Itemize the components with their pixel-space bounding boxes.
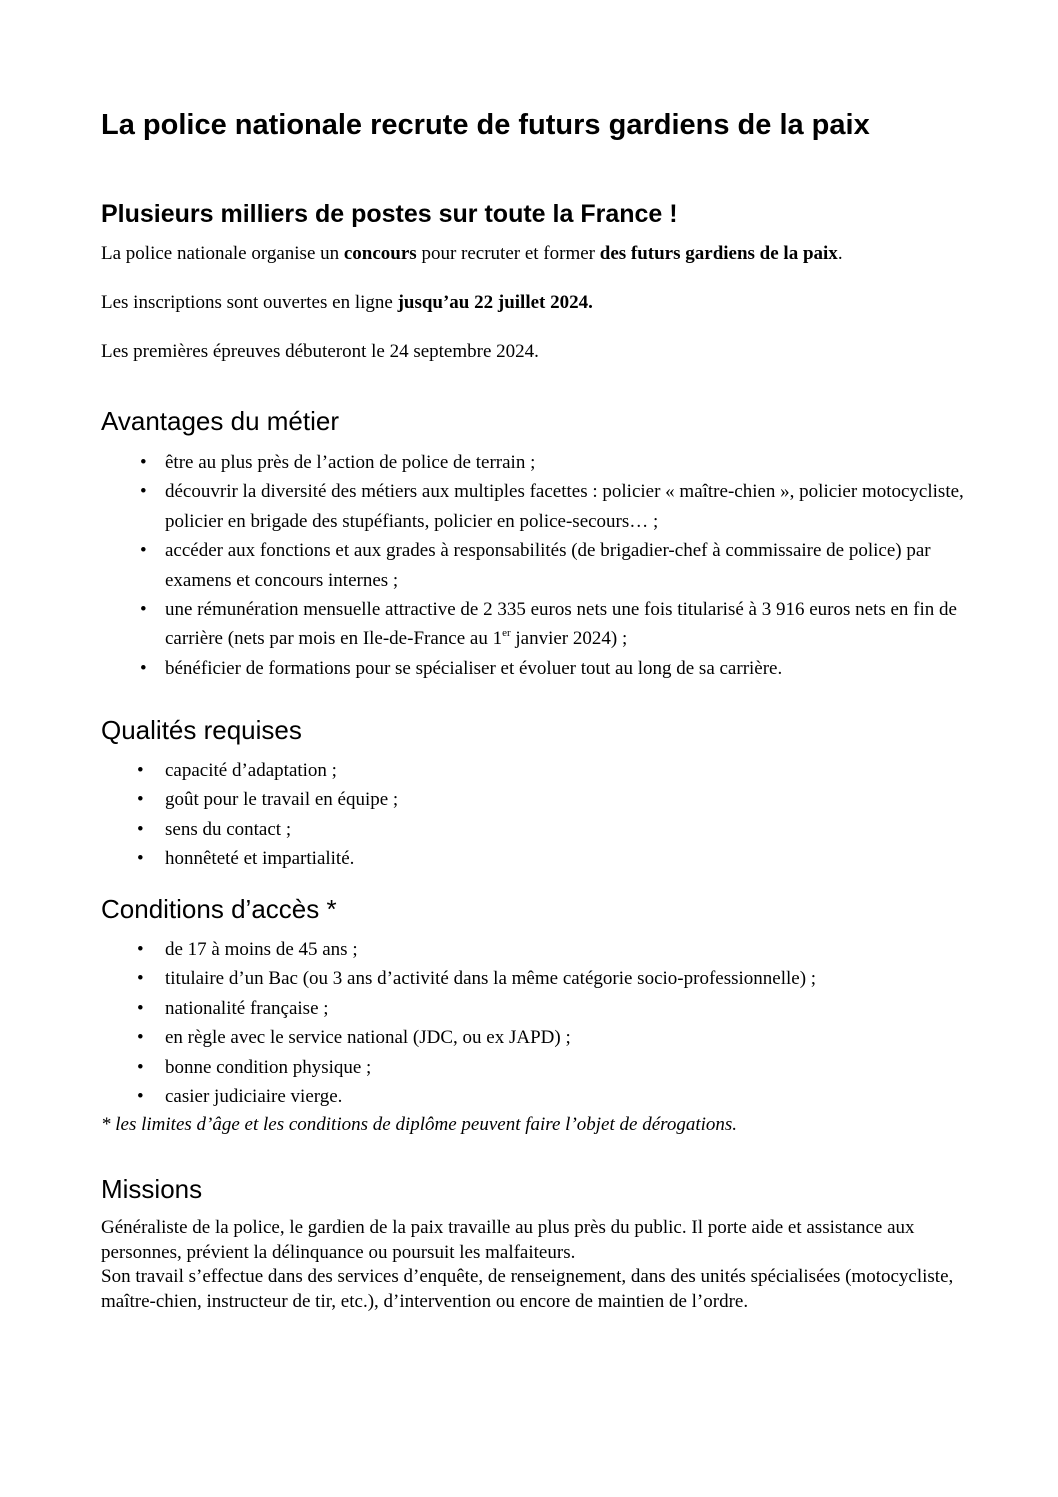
list-item-text: une rémunération mensuelle attractive de 2 335 euros nets une fois titularisé à 3 916 euros nets en fin de carrière (nets par mois en Ile-de-France au 1 [165,599,957,650]
intro-text: Les inscriptions sont ouvertes en ligne [101,292,398,313]
conditions-footnote: * les limites d’âge et les conditions de diplôme peuvent faire l’objet de dérogations. [101,1114,738,1135]
list-item-text: bonne condition physique ; [165,1056,372,1078]
bullet-icon: • [137,997,144,1019]
section-heading-missions: Missions [101,1174,203,1204]
list-item [101,654,981,683]
superscript: er [502,627,511,640]
bullet-icon: • [137,968,144,990]
list-item-text: en règle avec le service national (JDC, ou ex JAPD) ; [165,1027,571,1049]
bullet-icon: • [140,599,147,621]
list-item-text: de 17 à moins de 45 ans ; [165,939,358,960]
section-heading-conditions: Conditions d’accès * [101,894,337,924]
bullet-icon: • [137,939,144,960]
bullet-icon: • [140,540,147,562]
list-item-text: titulaire d’un Bac (ou 3 ans d’activité dans la même catégorie socio-professionnelle) ; [165,968,817,990]
intro-paragraph-epreuves: Les premières épreuves débuteront le 24 septembre 2024. [101,341,539,362]
list-item [101,785,981,814]
bullet-icon: • [137,1027,144,1049]
intro-text: pour recruter et former [416,243,600,264]
list-item [101,935,981,964]
list-item-text: janvier 2024) ; [510,628,628,650]
list-item-text: nationalité française ; [165,997,329,1019]
bullet-icon: • [137,848,144,870]
missions-text [101,1216,981,1314]
list-item [101,1053,981,1082]
list-item-text: casier judiciaire vierge. [165,1086,343,1108]
list-item [101,448,981,477]
list-item [101,1023,981,1052]
bullet-icon: • [137,818,144,840]
intro-paragraph-concours [101,241,843,266]
bullet-icon: • [140,481,147,503]
list-item-text: honnêteté et impartialité. [165,848,355,870]
section-heading-avantages: Avantages du métier [101,406,339,436]
intro-text: La police nationale organise un [101,243,344,264]
list-item [101,815,981,844]
list-item [101,595,981,654]
intro-bold-concours: concours [343,243,417,264]
page-title: La police nationale recrute de futurs gardiens de la paix [101,109,870,141]
intro-text: . [837,243,843,264]
bullet-icon: • [137,1056,144,1078]
list-item [101,994,981,1023]
list-item [101,536,981,595]
list-item [101,477,981,536]
list-item [101,964,981,993]
conditions-list [101,935,981,1111]
subtitle: Plusieurs milliers de postes sur toute la France ! [101,200,678,228]
intro-bold-date: jusqu’au 22 juillet 2024. [397,292,593,313]
list-item-text: capacité d’adaptation ; [165,760,337,781]
list-item-text: accéder aux fonctions et aux grades à responsabilités (de brigadier-chef à commissaire de police) par examens et concours internes ; [165,540,931,591]
list-item-text: être au plus près de l’action de police de terrain ; [165,452,536,473]
bullet-icon: • [137,760,144,781]
missions-paragraph: Son travail s’effectue dans des services d’enquête, de renseignement, dans des unités spécialisées (motocycliste, maître-chien, instructeur de tir, etc.), d’intervention ou encore de maintien de l’ordre. [101,1266,954,1312]
bullet-icon: • [137,789,144,811]
list-item-text: bénéficier de formations pour se spécialiser et évoluer tout au long de sa carrière. [165,657,783,679]
list-item-text: découvrir la diversité des métiers aux multiples facettes : policier « maître-chien », policier motocycliste, policier en brigade des stupéfiants, policier en police-secours… ; [165,481,964,532]
bullet-icon: • [140,657,147,679]
list-item [101,844,981,873]
qualites-list [101,756,981,874]
bullet-icon: • [140,452,147,473]
avantages-list [101,448,981,683]
missions-paragraph: Généraliste de la police, le gardien de la paix travaille au plus près du public. Il porte aide et assistance aux personnes, prévient la délinquance ou poursuit les malfaiteurs. [101,1217,915,1263]
list-item [101,1082,981,1111]
intro-paragraph-inscriptions [101,290,593,315]
list-item-text: goût pour le travail en équipe ; [165,789,399,811]
section-heading-qualites: Qualités requises [101,715,302,745]
list-item-text: sens du contact ; [165,818,292,840]
bullet-icon: • [137,1086,144,1108]
list-item [101,756,981,785]
intro-bold-gardiens: des futurs gardiens de la paix [599,243,838,264]
